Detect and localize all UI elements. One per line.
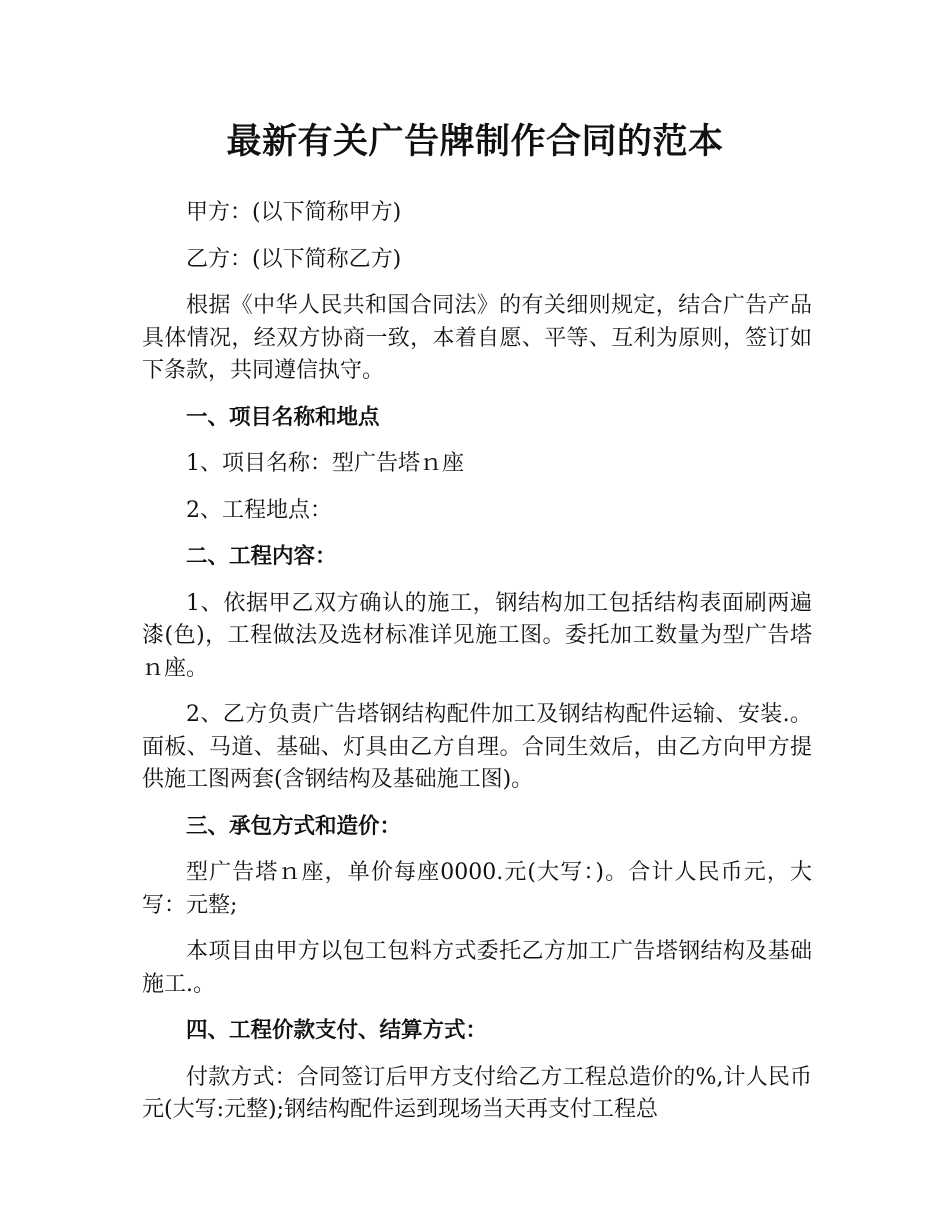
section-3-heading: 三、承包方式和造价： <box>186 813 402 839</box>
section-1-item-2: 2、工程地点： <box>186 497 332 523</box>
section-2-item-1: 1、依据甲乙双方确认的施工，钢结构加工包括结构表面刷两遍漆(色)，工程做法及选材标准详见施工图。委托加工数量为型广告塔ｎ座。 <box>142 590 812 681</box>
document-body <box>142 197 812 1141</box>
section-3-item-2: 本项目由甲方以包工包料方式委托乙方加工广告塔钢结构及基础施工.。 <box>142 939 812 997</box>
section-3-item-1: 型广告塔ｎ座，单价每座0000.元(大写：)。合计人民币元，大写：元整; <box>142 860 812 918</box>
section-2-item-2: 2、乙方负责广告塔钢结构配件加工及钢结构配件运输、安装.。面板、马道、基础、灯具由乙方自理。合同生效后，由乙方向甲方提供施工图两套(含钢结构及基础施工图)。 <box>142 702 812 792</box>
section-1-heading: 一、项目名称和地点 <box>186 404 380 430</box>
section-2-heading: 二、工程内容： <box>186 544 337 569</box>
section-4-heading: 四、工程价款支付、结算方式： <box>186 1018 488 1043</box>
section-1-item-1: 1、项目名称：型广告塔ｎ座 <box>186 451 464 476</box>
section-4-item-1: 付款方式：合同签订后甲方支付给乙方工程总造价的%,计人民币元(大写:元整);钢结构配件运到现场当天再支付工程总 <box>142 1064 812 1122</box>
document-title: 最新有关广告牌制作合同的范本 <box>226 122 724 162</box>
party-b-line: 乙方：(以下简称乙方) <box>186 246 402 272</box>
preamble-paragraph: 根据《中华人民共和国合同法》的有关细则规定，结合广告产品具体情况，经双方协商一致，本着自愿、平等、互利为原则，签订如下条款，共同遵信执守。 <box>142 293 812 383</box>
party-a-line: 甲方：(以下简称甲方) <box>186 200 402 225</box>
